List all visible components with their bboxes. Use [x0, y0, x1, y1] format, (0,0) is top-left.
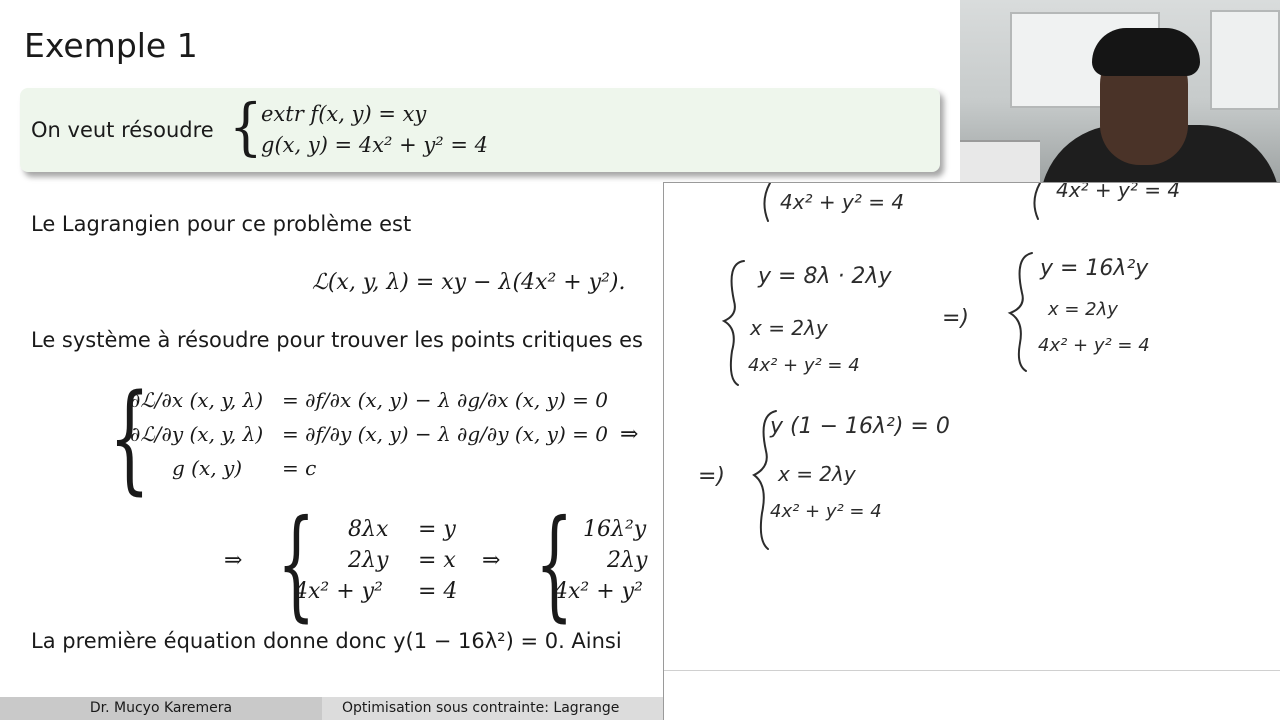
- slide-title: Exemple 1: [24, 26, 198, 65]
- system-intro: Le système à résoudre pour trouver les points critiques es: [31, 328, 643, 352]
- system2-r1-left: 8λx: [348, 517, 389, 542]
- problem-brace: {: [228, 90, 263, 163]
- wb-b-line2: x = 2λy: [1048, 299, 1118, 320]
- problem-objective: extr f(x, y) = xy: [261, 102, 427, 126]
- system3-r3: 4x² + y²: [554, 579, 643, 604]
- problem-constraint: g(x, y) = 4x² + y² = 4: [261, 133, 488, 157]
- system2-arrow1: ⇒: [224, 548, 243, 573]
- system1-row1-left: ∂ℒ/∂x (x, y, λ): [130, 388, 264, 412]
- wb-top-left: 4x² + y² = 4: [780, 190, 905, 214]
- lagrangian-formula: ℒ(x, y, λ) = xy − λ(4x² + y²).: [312, 270, 626, 295]
- wb-brace-a: [724, 261, 744, 385]
- wb-a-line1: y = 8λ · 2λy: [758, 264, 892, 289]
- system1-row1-right: = ∂f/∂x (x, y) − λ ∂g/∂x (x, y) = 0: [282, 388, 608, 412]
- conclusion-text: La première équation donne donc y(1 − 16λ²) = 0. Ainsi: [31, 629, 622, 653]
- wb-a-line3: 4x² + y² = 4: [748, 355, 860, 376]
- system3-r2: 2λy: [607, 548, 648, 573]
- problem-lead-text: On veut résoudre: [31, 118, 214, 142]
- system1-row2-right: = ∂f/∂y (x, y) − λ ∂g/∂y (x, y) = 0: [282, 422, 608, 446]
- system1-row3-right: = c: [282, 456, 317, 480]
- wb-c-line1: y (1 − 16λ²) = 0: [770, 414, 950, 439]
- system3-r1: 16λ²y: [583, 517, 647, 542]
- system1-row3-left: g (x, y): [172, 456, 243, 480]
- background-whiteboard-right: [1210, 10, 1280, 110]
- system3-brace: {: [535, 495, 574, 634]
- webcam-feed: [960, 0, 1280, 182]
- wb-brace-b: [1010, 253, 1032, 371]
- partial-brace-left: [764, 183, 770, 221]
- wb-implies-1: =): [942, 306, 970, 331]
- wb-implies-2: =): [698, 464, 726, 489]
- system2-r2-right: = x: [418, 548, 456, 573]
- wb-top-right: 4x² + y² = 4: [1056, 183, 1181, 202]
- handwriting-board[interactable]: [663, 182, 1280, 720]
- wb-b-line1: y = 16λ²y: [1040, 256, 1149, 281]
- system2-r1-right: = y: [418, 517, 456, 542]
- wb-c-line3: 4x² + y² = 4: [770, 501, 882, 522]
- partial-brace-right: [1034, 183, 1040, 219]
- system2-arrow2: ⇒: [482, 548, 501, 573]
- lagrangian-intro: Le Lagrangien pour ce problème est: [31, 212, 412, 236]
- board-page-separator: [664, 670, 1280, 671]
- footer-topic: Optimisation sous contrainte: Lagrange: [322, 697, 960, 720]
- system1-arrow: ⇒: [620, 422, 639, 447]
- system1-row2-left: ∂ℒ/∂y (x, y, λ): [130, 422, 264, 446]
- wb-b-line3: 4x² + y² = 4: [1038, 335, 1150, 356]
- system2-r3-left: 4x² + y²: [294, 579, 383, 604]
- wb-a-line2: x = 2λy: [750, 316, 828, 340]
- background-cabinet: [960, 140, 1040, 182]
- system2-r3-right: = 4: [418, 579, 458, 604]
- footer-author: Dr. Mucyo Karemera: [0, 697, 322, 720]
- system2-brace: {: [277, 495, 316, 634]
- problem-block: [20, 88, 940, 172]
- handwriting-canvas: [664, 183, 1280, 720]
- wb-c-line2: x = 2λy: [778, 462, 856, 486]
- system1-brace: {: [108, 368, 151, 506]
- system2-r2-left: 2λy: [348, 548, 389, 573]
- presenter-hair: [1092, 28, 1200, 76]
